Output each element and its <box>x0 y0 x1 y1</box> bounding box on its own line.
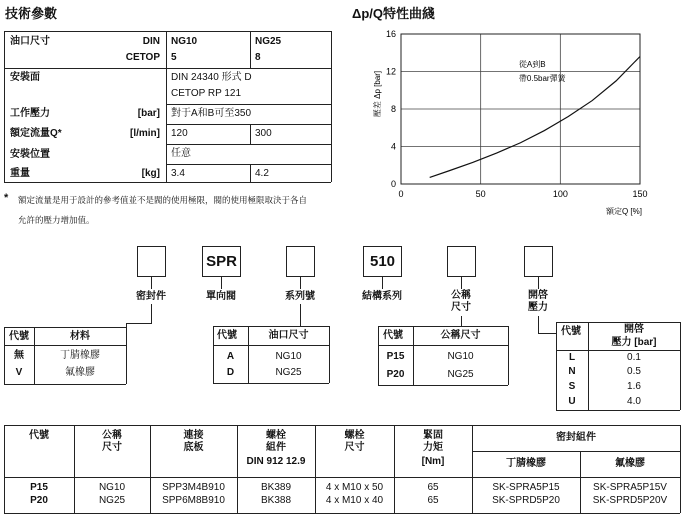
seal-row-0-material: 丁腈橡膠 <box>60 350 100 361</box>
bt-row-0-bsize: 4 x M10 x 50 <box>325 482 384 493</box>
seal-row-1-code: V <box>15 367 23 378</box>
bt-h-bolt-1: 螺栓 <box>266 430 286 441</box>
size-row-0-value: NG10 <box>447 351 474 362</box>
bt-h-torque-2: 力矩 <box>423 442 443 453</box>
bt-h-nbr: 丁腈橡膠 <box>506 458 546 469</box>
position-value: 任意 <box>171 148 191 159</box>
bt-h-torque-3: [Nm] <box>421 456 445 467</box>
label-structure: 結構系列 <box>362 291 402 302</box>
size-row-1-value: NG25 <box>447 369 474 380</box>
spec-title: 技術參數 <box>5 6 58 21</box>
pressure-unit: [bar] <box>137 108 160 119</box>
port-cetop-8: 8 <box>255 52 261 63</box>
x-tick-label-0: 0 <box>398 189 404 199</box>
crack-row-3-code: U <box>568 396 576 407</box>
series-row-0-value: NG10 <box>275 351 302 362</box>
weight-ng25: 4.2 <box>255 168 269 179</box>
bt-row-1-bsize: 4 x M10 x 40 <box>325 495 384 506</box>
weight-unit: [kg] <box>141 168 160 179</box>
bt-h-fkm: 氟橡膠 <box>615 458 645 469</box>
port-cetop-5: 5 <box>171 52 177 63</box>
annotation-line-2: 帶0.5bar彈簧 <box>518 73 566 83</box>
crack-row-1-value: 0.5 <box>627 366 641 377</box>
size-row-0-code: P15 <box>386 351 405 362</box>
label-nominal-1: 公稱 <box>451 290 471 301</box>
crack-header-code: 代號 <box>561 326 581 337</box>
label-seal: 密封件 <box>136 291 166 302</box>
code-box-510: 510 <box>363 246 402 277</box>
size-row-1-code: P20 <box>386 369 405 380</box>
size-header-code: 代號 <box>383 330 403 341</box>
chart-title: Δp/Q特性曲綫 <box>352 6 436 21</box>
crack-row-0-value: 0.1 <box>627 352 641 363</box>
port-std-cetop: CETOP <box>125 52 160 63</box>
y-tick-label-3: 12 <box>385 66 396 77</box>
bt-h-plate-2: 底板 <box>183 442 204 453</box>
crack-row-2-value: 1.6 <box>627 381 641 392</box>
label-crack-2: 壓力 <box>528 302 548 313</box>
crack-row-2-code: S <box>568 381 576 392</box>
label-series: 系列號 <box>285 291 315 302</box>
crack-row-1-code: N <box>568 366 576 377</box>
bt-row-1-nbr: SK-SPRD5P20 <box>492 495 560 506</box>
seal-row-0-code: 無 <box>14 350 24 361</box>
bt-row-0-code: P15 <box>30 482 48 493</box>
series-row-0-code: A <box>226 351 235 362</box>
y-tick-label-4: 16 <box>385 29 396 39</box>
bt-row-0-bolt: BK389 <box>260 482 292 493</box>
flow-ng10: 120 <box>171 128 188 139</box>
weight-ng10: 3.4 <box>171 168 185 179</box>
footnote-mark: * <box>4 192 9 204</box>
mounting-label: 安裝面 <box>10 72 40 83</box>
mounting-line1: DIN 24340 形式 D <box>171 72 252 83</box>
code-box-seal <box>137 246 166 277</box>
bt-row-1-size: NG25 <box>98 495 126 506</box>
flow-label: 額定流量Q* <box>10 128 62 139</box>
dp-q-chart <box>340 24 670 224</box>
bt-row-1-plate: SPP6M8B910 <box>162 495 225 506</box>
seal-header-material: 材料 <box>70 331 90 342</box>
port-std-din: DIN <box>142 36 160 47</box>
port-size-label: 油口尺寸 <box>10 36 50 47</box>
x-tick-label-3: 150 <box>632 189 648 199</box>
bt-row-1-code: P20 <box>30 495 48 506</box>
size-header-size: 公稱尺寸 <box>440 330 481 341</box>
weight-label: 重量 <box>10 168 30 179</box>
series-header-port: 油口尺寸 <box>268 330 309 341</box>
flow-unit: [l/min] <box>130 128 160 139</box>
bt-h-seal: 密封組件 <box>556 432 596 443</box>
y-axis-label: 壓差 Δp [bar] <box>373 70 382 118</box>
bt-h-bsize-2: 尺寸 <box>344 442 365 453</box>
bt-h-plate-1: 連接 <box>183 430 204 441</box>
footnote-line2: 允許的壓力增加值。 <box>18 215 95 225</box>
label-valve: 單向閥 <box>206 291 236 302</box>
code-box-spr: SPR <box>202 246 241 277</box>
series-row-1-code: D <box>226 367 235 378</box>
seal-row-1-material: 氟橡膠 <box>65 367 95 378</box>
flow-ng25: 300 <box>255 128 272 139</box>
series-header-code: 代號 <box>217 330 237 341</box>
bt-row-0-fkm: SK-SPRA5P15V <box>593 482 667 493</box>
label-nominal-2: 尺寸 <box>451 302 471 313</box>
series-row-1-value: NG25 <box>275 367 302 378</box>
footnote-line1: 額定流量是用于設計的參考值並不是閥的使用極限，閥的使用極限取決于各自 <box>18 195 308 205</box>
x-axis-label: 額定Q [%] <box>605 207 642 216</box>
bt-h-size-2: 尺寸 <box>102 442 122 453</box>
bt-row-1-torque: 65 <box>427 495 439 506</box>
crack-header-1: 開啓 <box>624 324 644 335</box>
bt-h-size-1: 公稱 <box>102 430 122 441</box>
x-tick-label-2: 100 <box>552 189 568 199</box>
y-tick-label-2: 8 <box>390 104 396 114</box>
crack-row-3-value: 4.0 <box>627 396 641 407</box>
code-box-size <box>447 246 476 277</box>
crack-header-2: 壓力 [bar] <box>611 337 657 348</box>
pressure-value: 對于A和B可至350 <box>171 108 252 119</box>
position-label: 安裝位置 <box>10 149 50 160</box>
bt-h-bolt-2: 組件 <box>266 442 286 453</box>
annotation-line-1: 從A到B <box>518 59 546 69</box>
bt-h-bsize-1: 螺栓 <box>344 430 365 441</box>
y-tick-label-0: 0 <box>390 179 396 189</box>
code-box-crack <box>524 246 553 277</box>
bt-row-1-fkm: SK-SPRD5P20V <box>592 495 668 506</box>
y-tick-label-1: 4 <box>390 141 396 152</box>
bt-row-0-nbr: SK-SPRA5P15 <box>492 482 560 493</box>
bt-h-bolt-3: DIN 912 12.9 <box>246 456 306 467</box>
bt-row-0-size: NG10 <box>98 482 126 493</box>
pressure-label: 工作壓力 <box>10 108 50 119</box>
bt-row-0-torque: 65 <box>427 482 439 493</box>
code-box-series <box>286 246 315 277</box>
x-tick-label-1: 50 <box>475 189 486 199</box>
bt-h-code: 代號 <box>29 430 49 441</box>
port-din-ng10: NG10 <box>171 36 198 47</box>
port-din-ng25: NG25 <box>255 36 282 47</box>
seal-header-code: 代號 <box>9 331 29 342</box>
bt-row-1-bolt: BK388 <box>260 495 292 506</box>
crack-row-0-code: L <box>568 352 576 363</box>
label-crack-1: 開啓 <box>528 290 548 301</box>
mounting-line2: CETOP RP 121 <box>171 88 242 99</box>
bt-row-0-plate: SPP3M4B910 <box>162 482 225 493</box>
bt-h-torque-1: 緊固 <box>423 430 443 441</box>
